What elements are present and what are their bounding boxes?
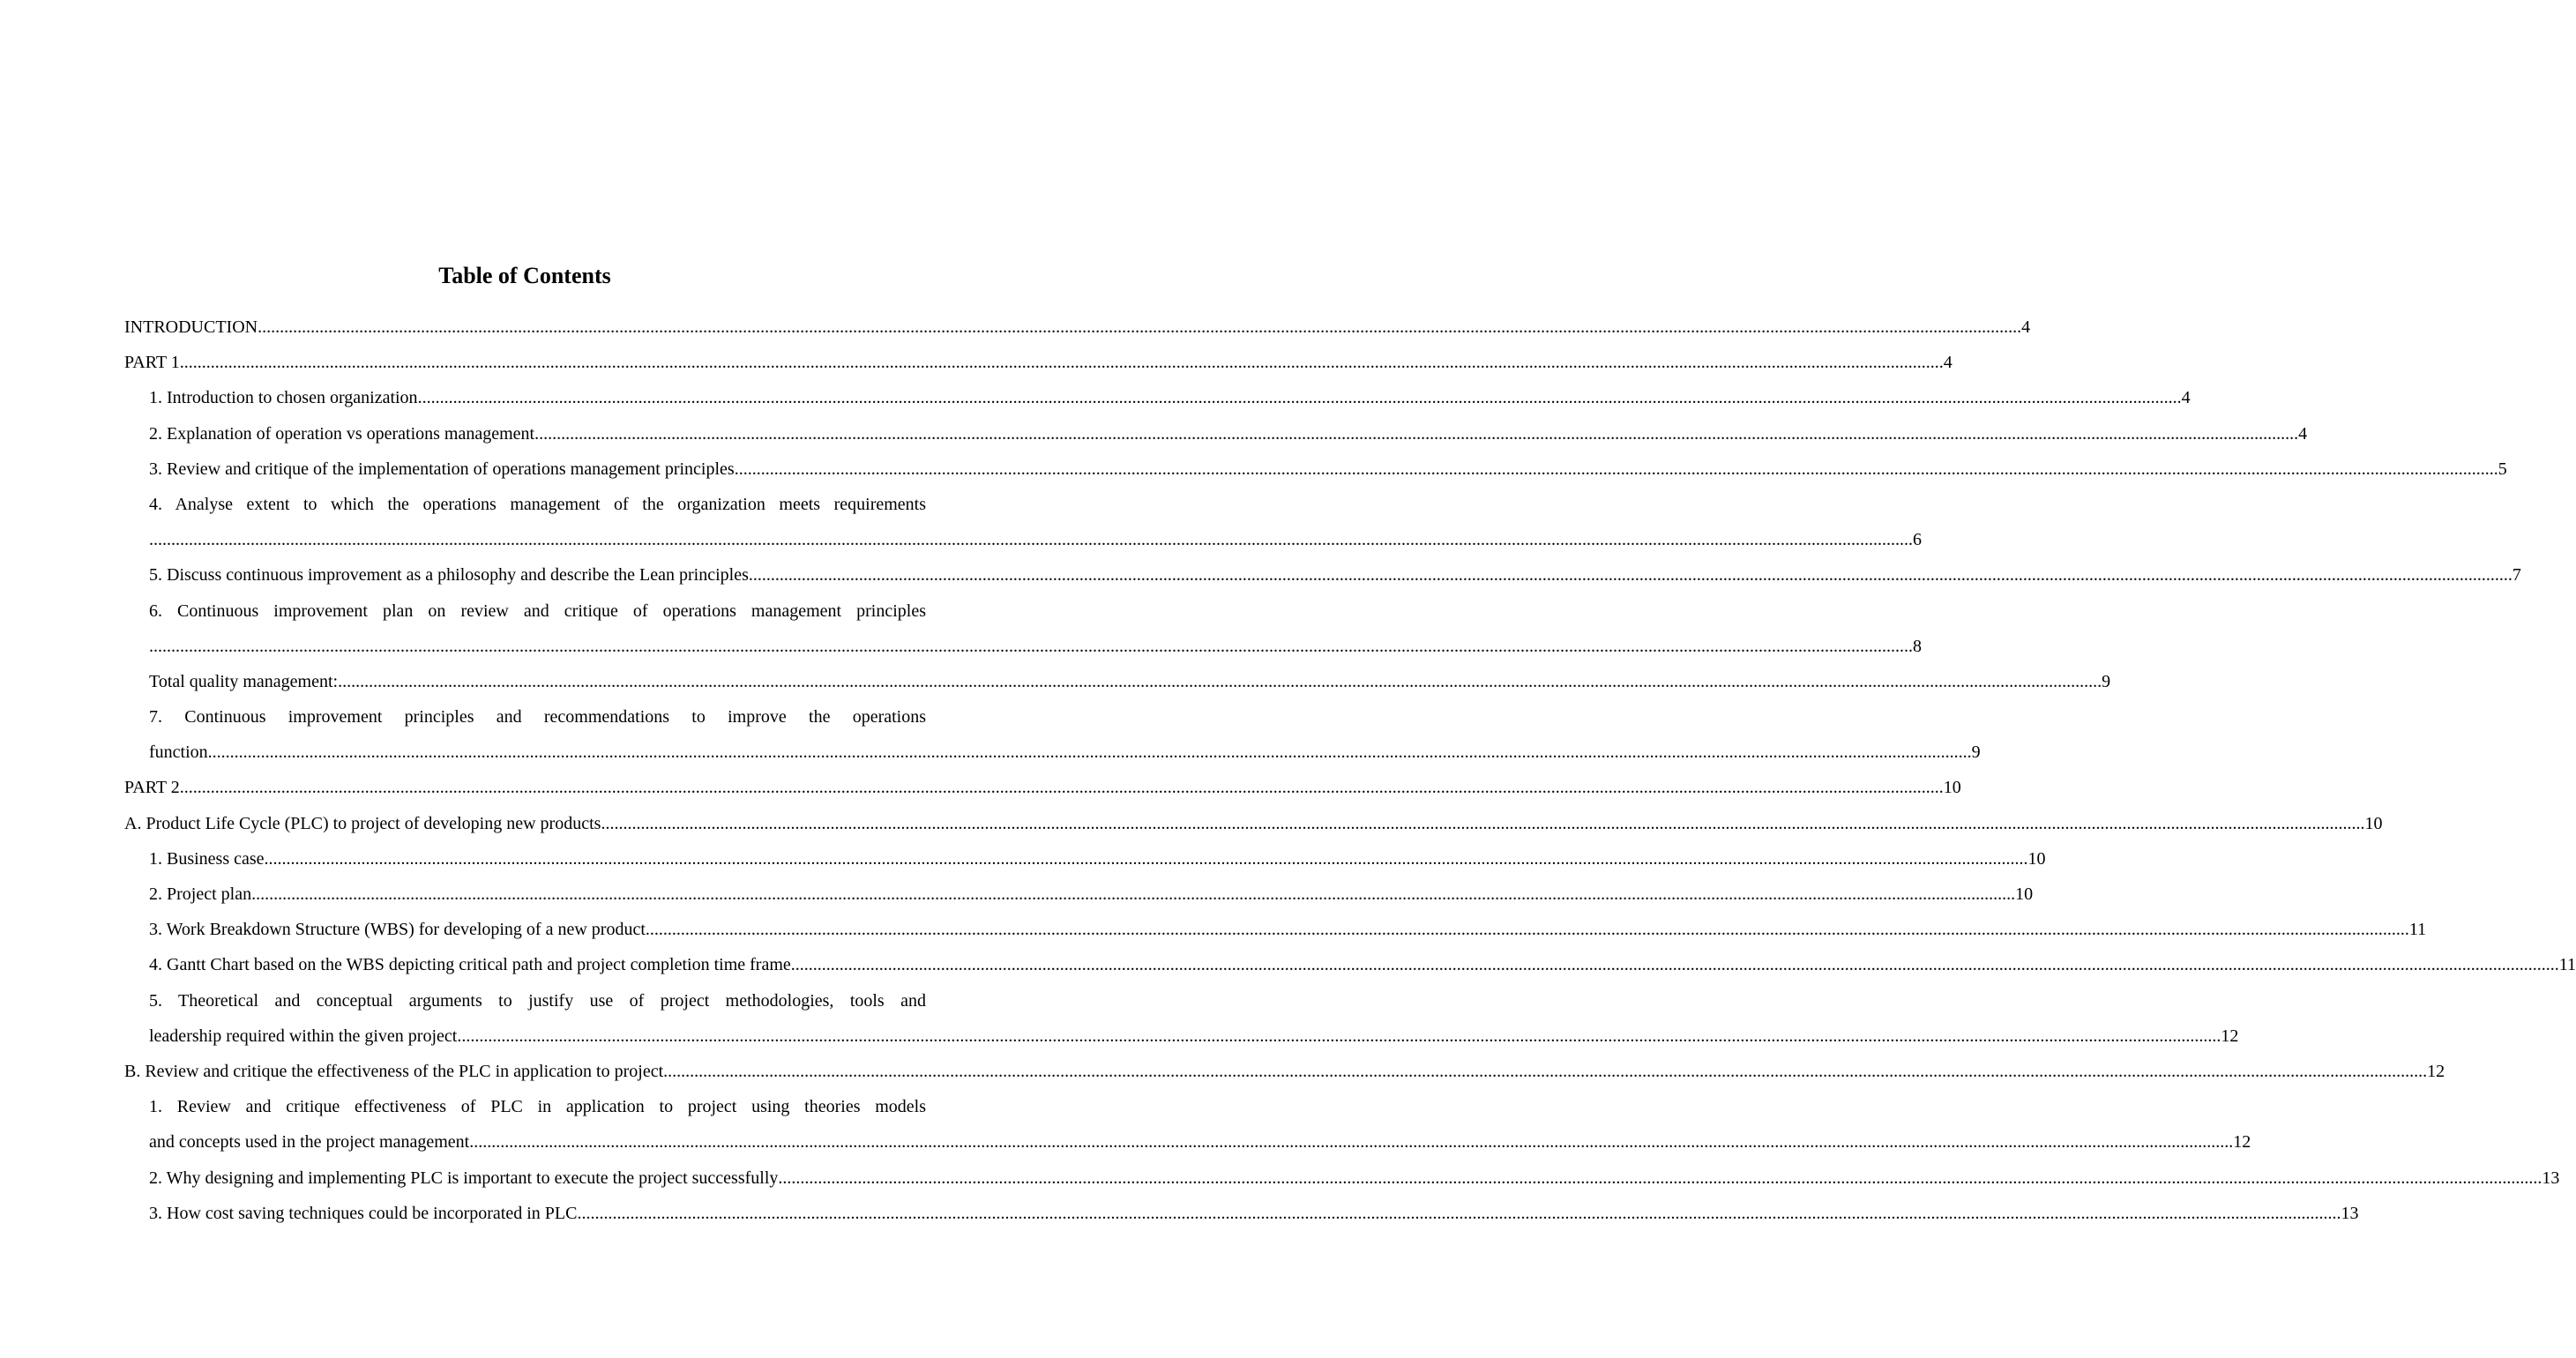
- dot-leader: ................................................................................................................................................................................................................................................................................................................................................................................................................: [417, 388, 2182, 408]
- dot-leader: ................................................................................................................................................................................................................................................................................................................................................................................................................: [457, 1026, 2221, 1046]
- toc-entry-title: 3. How cost saving techniques could be incorporated in PLC: [149, 1203, 578, 1223]
- dot-leader: ................................................................................................................................................................................................................................................................................................................................................................................................................: [338, 671, 2102, 691]
- dot-leader: ................................................................................................................................................................................................................................................................................................................................................................................................................: [179, 778, 1944, 798]
- dot-leader: ................................................................................................................................................................................................................................................................................................................................................................................................................: [577, 1203, 2341, 1223]
- toc-entry-line[interactable]: 4. Analyse extent to which the operations management of the organization meets requirements: [149, 494, 926, 514]
- toc-entry-page: 11: [2558, 955, 2576, 975]
- dot-leader: ................................................................................................................................................................................................................................................................................................................................................................................................................: [264, 848, 2028, 869]
- toc-entry-page: 4: [2298, 423, 2308, 444]
- dot-leader: ................................................................................................................................................................................................................................................................................................................................................................................................................: [149, 530, 1913, 550]
- dot-leader: ................................................................................................................................................................................................................................................................................................................................................................................................................: [149, 636, 1913, 656]
- toc-entry-page: 13: [2341, 1203, 2359, 1223]
- toc-entry-page: 10: [1943, 778, 1961, 798]
- toc-entry-title: 3. Work Breakdown Structure (WBS) for developing of a new product: [149, 920, 646, 940]
- toc-entry-line[interactable]: 5. Theoretical and conceptual arguments to justify use of project methodologies, tools and: [149, 990, 926, 1011]
- page-title: Table of Contents: [438, 263, 611, 288]
- toc-entry-page: 12: [2221, 1026, 2239, 1046]
- toc-entry[interactable]: [124, 806, 2383, 841]
- toc-entry-title: B. Review and critique the effectiveness of the PLC in application to project: [124, 1061, 664, 1081]
- dot-leader: ................................................................................................................................................................................................................................................................................................................................................................................................................: [207, 742, 1972, 763]
- toc-entry-title: function: [149, 742, 208, 763]
- toc-entry-title: 5. Discuss continuous improvement as a philosophy and describe the Lean principles: [149, 565, 749, 586]
- table-of-contents: [124, 310, 2576, 1231]
- toc-entry-page: 6: [1913, 530, 1922, 550]
- dot-leader: ................................................................................................................................................................................................................................................................................................................................................................................................................: [778, 1168, 2542, 1188]
- toc-entry-title: A. Product Life Cycle (PLC) to project of developing new products: [124, 813, 601, 833]
- toc-entry[interactable]: [124, 1196, 2359, 1231]
- dot-leader: ................................................................................................................................................................................................................................................................................................................................................................................................................: [645, 920, 2409, 940]
- dot-leader: ................................................................................................................................................................................................................................................................................................................................................................................................................: [795, 955, 2559, 975]
- toc-entry-page: 12: [2233, 1132, 2251, 1153]
- toc-entry-page: 4: [2181, 388, 2191, 408]
- toc-entry[interactable]: [124, 1054, 2445, 1089]
- dot-leader: ................................................................................................................................................................................................................................................................................................................................................................................................................: [258, 317, 2022, 337]
- toc-entry-title: 2. Why designing and implementing PLC is important to execute the project successfully: [149, 1168, 779, 1188]
- toc-entry[interactable]: [124, 1124, 2251, 1160]
- toc-entry-page: 5: [2498, 459, 2507, 479]
- toc-entry[interactable]: [124, 629, 1922, 664]
- dot-leader: ................................................................................................................................................................................................................................................................................................................................................................................................................: [748, 565, 2513, 586]
- dot-leader: ................................................................................................................................................................................................................................................................................................................................................................................................................: [534, 423, 2299, 444]
- dot-leader: ................................................................................................................................................................................................................................................................................................................................................................................................................: [601, 813, 2365, 833]
- toc-entry-page: 11: [2408, 920, 2427, 940]
- toc-entry[interactable]: [124, 770, 1961, 805]
- toc-entry[interactable]: [124, 557, 2521, 593]
- toc-entry-line[interactable]: 1. Review and critique effectiveness of PLC in application to project using theories models: [149, 1097, 926, 1117]
- toc-entry[interactable]: [124, 735, 1981, 770]
- toc-entry-title: INTRODUCTION: [124, 317, 258, 337]
- toc-entry-page: 9: [1971, 742, 1981, 763]
- toc-entry-page: 10: [2015, 884, 2034, 904]
- toc-entry-title: 1. Business case: [149, 848, 265, 869]
- toc-entry[interactable]: [124, 522, 1922, 557]
- toc-entry-page: 7: [2512, 565, 2521, 586]
- toc-entry-page: 8: [1913, 636, 1922, 656]
- toc-entry[interactable]: [124, 345, 1953, 380]
- toc-entry-page: 10: [2027, 848, 2046, 869]
- toc-entry[interactable]: [124, 310, 2031, 345]
- toc-entry[interactable]: [124, 841, 2046, 877]
- toc-entry-title: 3. Review and critique of the implementation of operations management principles: [149, 459, 735, 479]
- toc-entry-page: 4: [2021, 317, 2031, 337]
- toc-entry-line[interactable]: 7. Continuous improvement principles and recommendations to improve the operations: [149, 707, 926, 728]
- toc-entry-title: and concepts used in the project management: [149, 1132, 470, 1153]
- toc-entry-page: 12: [2427, 1061, 2445, 1081]
- toc-entry-title: PART 2: [124, 778, 180, 798]
- toc-entry-title: 1. Introduction to chosen organization: [149, 388, 418, 408]
- toc-entry-title: Total quality management:: [149, 671, 339, 691]
- dot-leader: ................................................................................................................................................................................................................................................................................................................................................................................................................: [469, 1132, 2234, 1153]
- toc-entry-page: 9: [2102, 671, 2111, 691]
- toc-entry-page: 4: [1943, 353, 1953, 373]
- dot-leader: ................................................................................................................................................................................................................................................................................................................................................................................................................: [179, 353, 1944, 373]
- toc-entry-title: 2. Explanation of operation vs operations management: [149, 423, 535, 444]
- toc-entry[interactable]: [124, 947, 2576, 982]
- dot-leader: ................................................................................................................................................................................................................................................................................................................................................................................................................: [251, 884, 2016, 904]
- toc-entry[interactable]: [124, 912, 2427, 947]
- toc-entry-title: PART 1: [124, 353, 180, 373]
- toc-entry-line[interactable]: 6. Continuous improvement plan on review and critique of operations management principles: [149, 601, 926, 621]
- toc-entry-title: leadership required within the given project: [149, 1026, 458, 1046]
- toc-entry-title: 4. Gantt Chart based on the WBS depicting critical path and project completion time frame.: [149, 955, 795, 975]
- dot-leader: ................................................................................................................................................................................................................................................................................................................................................................................................................: [734, 459, 2498, 479]
- toc-entry[interactable]: [124, 451, 2507, 487]
- toc-entry-page: 10: [2364, 813, 2383, 833]
- toc-entry[interactable]: [124, 1018, 2239, 1054]
- toc-entry[interactable]: [124, 380, 2191, 415]
- toc-entry-page: 13: [2542, 1168, 2560, 1188]
- toc-entry-title: 2. Project plan: [149, 884, 252, 904]
- toc-entry[interactable]: [124, 1160, 2560, 1196]
- toc-entry[interactable]: [124, 664, 2111, 699]
- toc-entry[interactable]: [124, 416, 2308, 451]
- toc-entry[interactable]: [124, 877, 2034, 912]
- dot-leader: ................................................................................................................................................................................................................................................................................................................................................................................................................: [663, 1061, 2428, 1081]
